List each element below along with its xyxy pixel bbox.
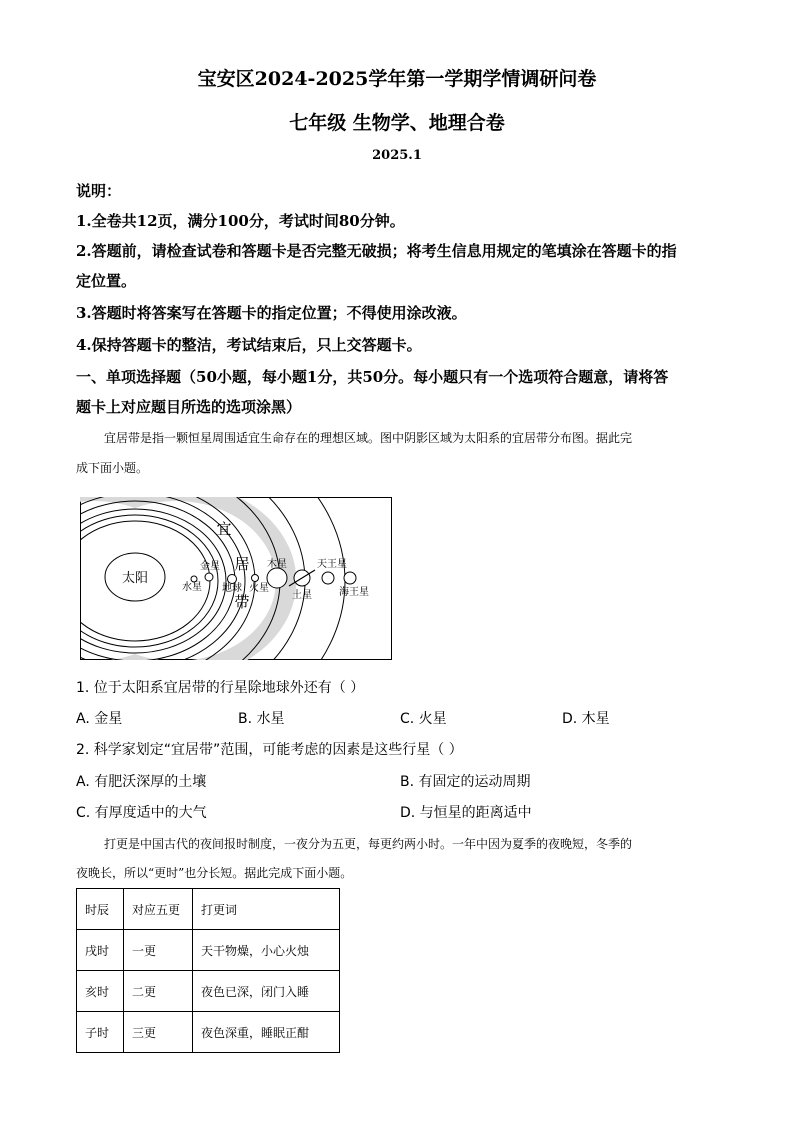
table-cell: 亥时 [77,971,124,1012]
neptune-icon [344,572,356,584]
q1-option-d[interactable]: D. 木星 [562,711,610,727]
q2-option-a[interactable]: A. 有肥沃深厚的土壤 [76,774,207,790]
table-cell: 戌时 [77,930,124,971]
table-row [77,1012,340,1053]
table-header-row [77,889,340,930]
jupiter-icon [267,568,287,588]
table-header-cell: 时辰 [77,889,124,930]
habitable-zone-diagram [80,497,392,660]
jupiter-label: 木星 [267,559,287,570]
note-2-line2: 定位置。 [76,272,137,290]
zone-char-1: 宜 [216,520,232,538]
table-header-cell: 对应五更 [124,889,193,930]
table-row [77,930,340,971]
q2-option-b[interactable]: B. 有固定的运动周期 [400,774,531,790]
table-cell: 三更 [124,1012,193,1053]
table-cell: 天干物燥，小心火烛 [193,930,340,971]
uranus-label: 天王星 [317,559,347,570]
passage2-line2: 夜晚长，所以“更时”也分长短。据此完成下面小题。 [76,866,353,880]
table-cell: 一更 [124,930,193,971]
q1-option-c[interactable]: C. 火星 [400,711,447,727]
zone-char-3: 带 [234,593,250,611]
night-watch-table [76,888,340,1053]
table-header-cell: 打更词 [193,889,340,930]
mars-icon [252,575,259,582]
passage1-line1: 宜居带是指一颗恒星周围适宜生命存在的理想区域。图中阴影区域为太阳系的宜居带分布图。据此完 [104,431,633,445]
q1-option-a[interactable]: A. 金星 [76,711,123,727]
note-2-line1: 2.答题前，请检查试卷和答题卡是否完整无破损；将考生信息用规定的笔填涂在答题卡的指 [76,242,677,260]
neptune-label: 海王星 [339,587,369,598]
uranus-icon [322,572,334,584]
exam-subtitle: 七年级 生物学、地理合卷 [289,112,505,134]
note-1: 1.全卷共12页，满分100分，考试时间80分钟。 [76,212,405,230]
sun-label: 太阳 [121,571,149,586]
venus-label: 金星 [200,561,220,572]
exam-title: 宝安区2024-2025学年第一学期学情调研问卷 [197,68,597,90]
saturn-label: 土星 [292,590,312,601]
venus-icon [205,573,213,581]
section-heading-line2: 题卡上对应题目所选的选项涂黑） [76,398,302,416]
mercury-label: 水星 [182,582,202,593]
q2-option-d[interactable]: D. 与恒星的距离适中 [400,805,532,821]
notes-heading: 说明： [76,182,122,200]
earth-label: 地球 [222,583,242,594]
q2-stem: 2. 科学家划定“宜居带”范围，可能考虑的因素是这些行星（ ） [76,742,463,758]
table-row [77,971,340,1012]
q2-option-c[interactable]: C. 有厚度适中的大气 [76,805,207,821]
table-cell: 子时 [77,1012,124,1053]
table-cell: 夜色深重，睡眠正酣 [193,1012,340,1053]
passage1-line2: 成下面小题。 [76,461,149,475]
table-cell: 夜色已深，闭门入睡 [193,971,340,1012]
table-cell: 二更 [124,971,193,1012]
q1-stem: 1. 位于太阳系宜居带的行星除地球外还有（ ） [76,680,365,696]
zone-char-2: 居 [234,555,250,573]
passage2-line1: 打更是中国古代的夜间报时制度，一夜分为五更，每更约两小时。一年中因为夏季的夜晚短，冬季的 [104,837,633,851]
mars-label: 火星 [249,583,269,594]
exam-date: 2025.1 [372,148,422,163]
note-3: 3.答题时将答案写在答题卡的指定位置；不得使用涂改液。 [76,304,467,322]
note-4: 4.保持答题卡的整洁，考试结束后，只上交答题卡。 [76,336,422,354]
section-heading-line1: 一、单项选择题（50小题，每小题1分，共50分。每小题只有一个选项符合题意，请将答 [76,368,669,386]
q1-option-b[interactable]: B. 水星 [238,711,285,727]
